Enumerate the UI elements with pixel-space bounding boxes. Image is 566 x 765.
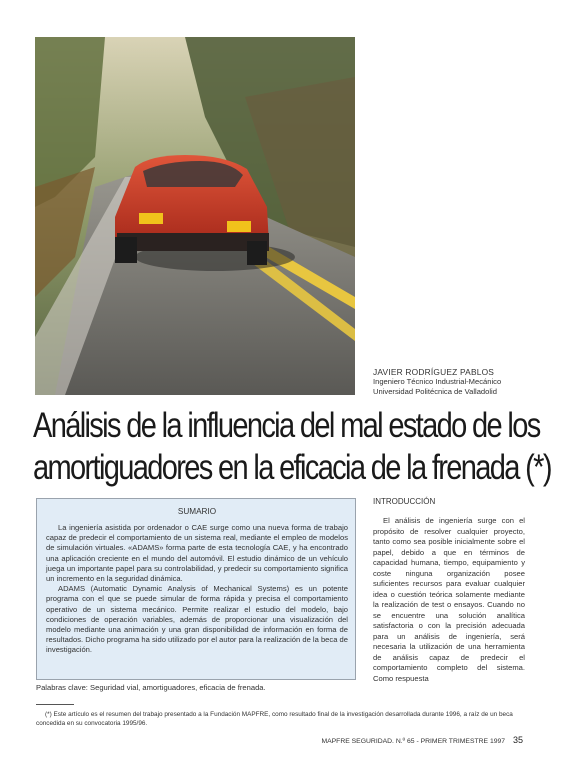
keywords: Palabras clave: Seguridad vial, amortiguadores, eficacia de frenada. [36, 683, 266, 692]
summary-paragraph-1: La ingeniería asistida por ordenador o CAE surge como una nueva forma de trabajo capaz de predecir el comportamiento de un sistema real, mediante el empleo de modelos de simulación virtuales. «ADAMS» forma parte de esta tecnología CAE, y ha encontrado una aplicación creciente en el mundo del automóvil. El estudio dinámico de un vehículo juega un importante papel para su controlabilidad, y predecir su comportamiento significa un incremento en la seguridad dinámica. [46, 523, 348, 584]
red-sports-car-on-wet-road-icon [35, 37, 355, 395]
author-role: Ingeniero Técnico Industrial-Mecánico [373, 377, 502, 386]
page-footer [321, 735, 523, 745]
summary-heading: SUMARIO [177, 507, 217, 516]
footnote-divider [36, 704, 74, 705]
footnote: (*) Este artículo es el resumen del trabajo presentado a la Fundación MAPFRE, como resultado final de la investigación desarrollada durante 1996, a raíz de un beca concedida en su convocatoria 1995/96. [36, 711, 513, 727]
summary-box [36, 498, 356, 680]
author-affiliation: Universidad Politécnica de Valladolid [373, 387, 497, 396]
intro-text: El análisis de ingeniería surge con el propósito de resolver cualquier proyecto, tanto como sea posible inicialmente sobre el papel, debido a que en términos de capacidad humana, tiempo, equipamiento y coste ninguna organización posee suficientes recursos para evaluar cualquier idea o cuestión teórica solamente mediante la realización de test o ensayos. Cuando no se encuentre una solución analítica satisfactoria o con la precisión adecuada para un análisis de ingeniería, será necesaria la utilización de una herramienta de análisis capaz de predecir el comportamiento completo del sistema. Como respuesta [373, 516, 525, 683]
title-line-2: amortiguadores en la eficacia de la frenada (*) [33, 448, 551, 487]
title-line-1: Análisis de la influencia del mal estado de los [33, 406, 540, 445]
summary-paragraph-2: ADAMS (Automatic Dynamic Analysis of Mechanical Systems) es un potente programa con el que se puede simular de forma rápida y precisa el comportamiento operativo de un sistema mecánico. Permite realizar el estudio del modelo, bajo condiciones de operación variables, además de proporcionar una visualización del modelo mediante una animación y una gran disponibilidad de información en forma de resultados. Dicho programa ha sido utilizado por el autor para la realización de la beca de investigación. [46, 584, 348, 655]
page-number: 35 [512, 735, 523, 745]
car-photo [35, 37, 355, 395]
author-block [373, 367, 553, 397]
journal-info: MAPFRE SEGURIDAD. N.º 65 - PRIMER TRIMESTRE 1997 [321, 738, 506, 745]
article-title [33, 405, 551, 489]
author-name: JAVIER RODRÍGUEZ PABLOS [373, 367, 495, 377]
intro-heading: INTRODUCCIÓN [373, 497, 436, 506]
